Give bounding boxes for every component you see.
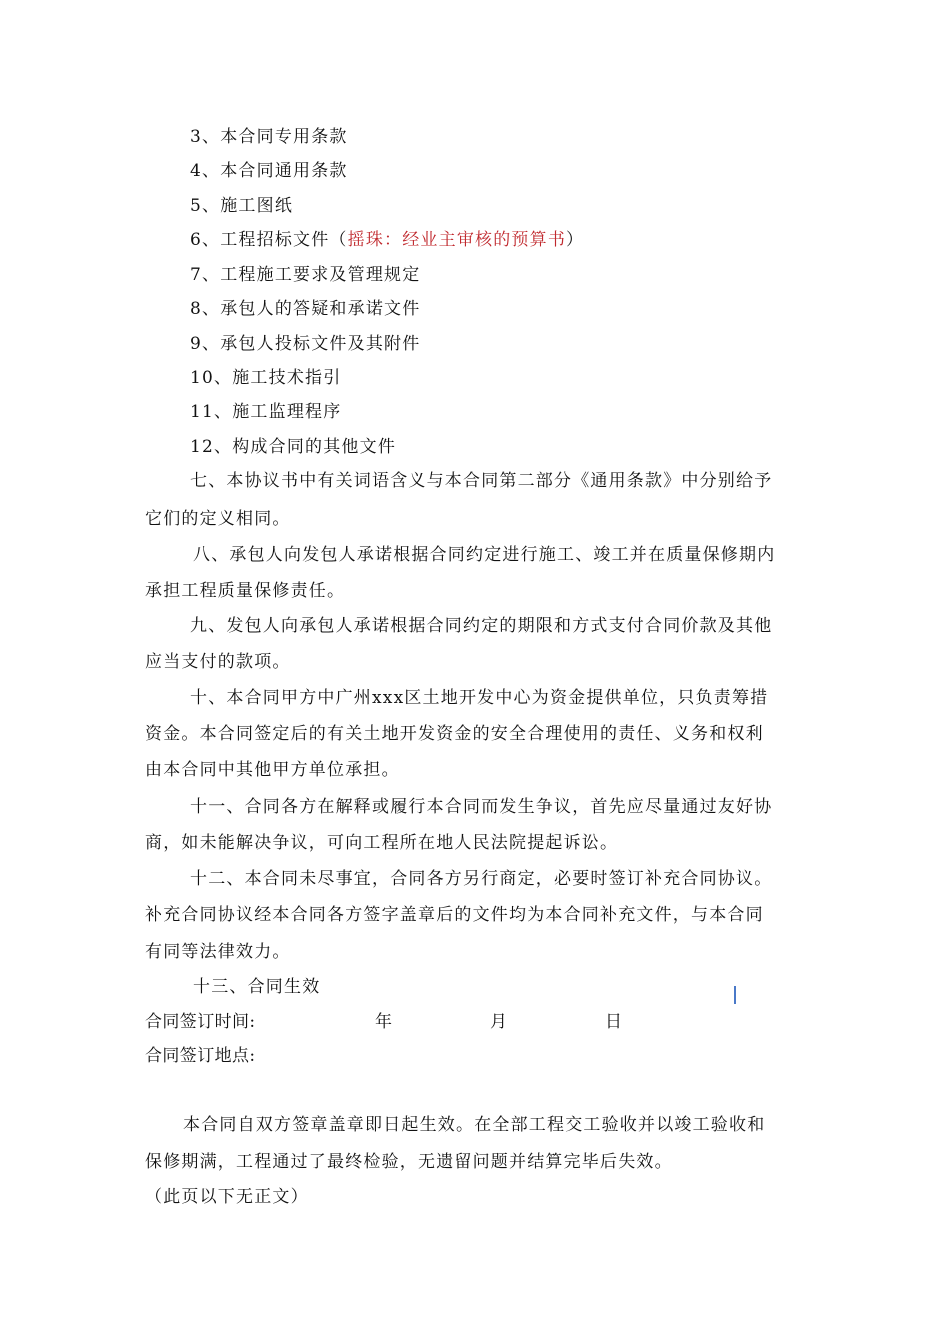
clause-12-line-2: 补充合同协议经本合同各方签字盖章后的文件均为本合同补充文件，与本合同 [145, 905, 764, 925]
clause-8-line-2: 承担工程质量保修责任。 [145, 581, 346, 601]
list-item-suffix: ） [566, 230, 585, 250]
list-item: 5、施工图纸 [190, 196, 294, 216]
signing-place-label: 合同签订地点: [145, 1046, 256, 1066]
list-item-prefix: 6、工程招标文件（ [190, 230, 348, 250]
clause-10-line-2: 资金。本合同签定后的有关土地开发资金的安全合理使用的责任、义务和权利 [145, 724, 764, 744]
clause-11-line-1: 十一、合同各方在解释或履行本合同而发生争议，首先应尽量通过友好协 [190, 797, 773, 817]
signing-month: 月 [490, 1012, 509, 1032]
signing-time-label: 合同签订时间: [145, 1012, 256, 1032]
clause-7-line-1: 七、本协议书中有关词语含义与本合同第二部分《通用条款》中分别给予 [190, 471, 773, 491]
effect-line-2: 保修期满，工程通过了最终检验，无遗留问题并结算完毕后失效。 [145, 1152, 673, 1172]
annotation-note: 摇珠：经业主审核的预算书 [347, 230, 567, 250]
list-item: 8、承包人的答疑和承诺文件 [190, 299, 421, 319]
list-item: 3、本合同专用条款 [190, 127, 348, 147]
clause-12-line-1: 十二、本合同未尽事宜，合同各方另行商定，必要时签订补充合同协议。 [190, 869, 773, 889]
list-item-bidding-docs [190, 228, 584, 252]
end-note: （此页以下无正文） [145, 1187, 309, 1207]
clause-10-line-3: 由本合同中其他甲方单位承担。 [145, 760, 400, 780]
clause-12-line-3: 有同等法律效力。 [145, 942, 291, 962]
list-item: 9、承包人投标文件及其附件 [190, 334, 421, 354]
clause-7-line-2: 它们的定义相同。 [145, 509, 291, 529]
clause-8-line-1: 八、承包人向发包人承诺根据合同约定进行施工、竣工并在质量保修期内 [193, 545, 776, 565]
text-cursor [734, 986, 736, 1004]
signing-year: 年 [375, 1012, 394, 1032]
clause-9-line-2: 应当支付的款项。 [145, 652, 291, 672]
list-item: 11、施工监理程序 [190, 402, 342, 422]
clause-11-line-2: 商，如未能解决争议，可向工程所在地人民法院提起诉讼。 [145, 833, 619, 853]
list-item: 12、构成合同的其他文件 [190, 437, 397, 457]
clause-10-line-1: 十、本合同甲方中广州xxx区土地开发中心为资金提供单位，只负责筹措 [190, 688, 769, 708]
clause-13-heading: 十三、合同生效 [193, 977, 321, 997]
list-item: 4、本合同通用条款 [190, 161, 348, 181]
list-item: 7、工程施工要求及管理规定 [190, 265, 421, 285]
signing-day: 日 [605, 1012, 624, 1032]
effect-line-1: 本合同自双方签章盖章即日起生效。在全部工程交工验收并以竣工验收和 [183, 1115, 766, 1135]
list-item: 10、施工技术指引 [190, 368, 342, 388]
clause-9-line-1: 九、发包人向承包人承诺根据合同约定的期限和方式支付合同价款及其他 [190, 616, 773, 636]
